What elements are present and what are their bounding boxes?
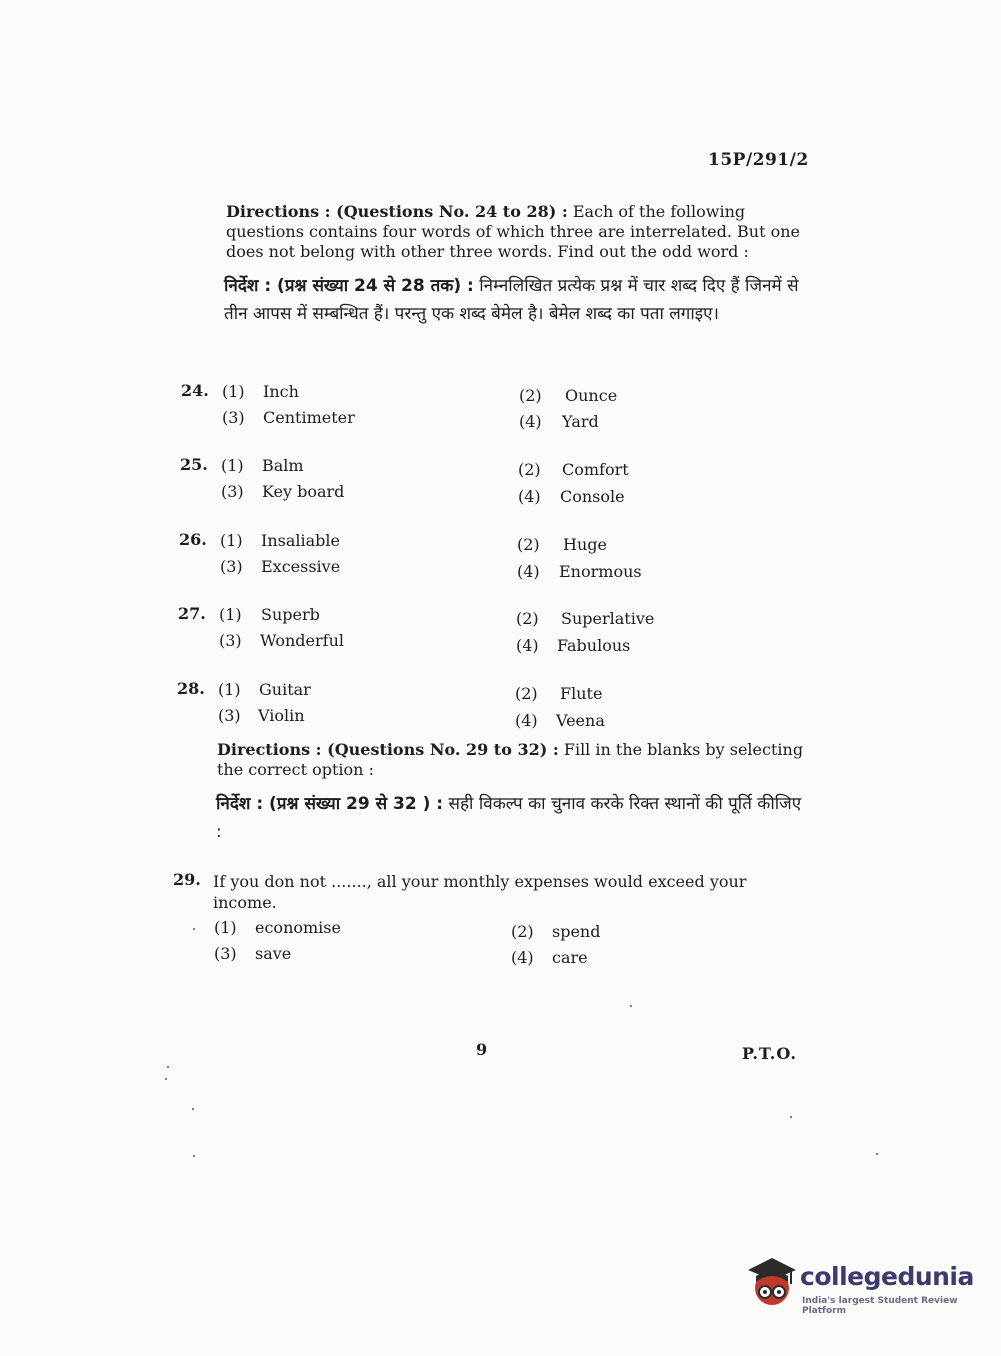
directions-hindi-2 — [216, 790, 806, 846]
scan-speck — [167, 1066, 169, 1068]
directions-text: सही विकल्प का चुनाव करके रिक्त स्थानों की पूर्ति कीजिए : — [216, 794, 802, 842]
directions-text: निम्नलिखित प्रत्येक प्रश्न में चार शब्द दिए हैं जिनमें से तीन आपस में सम्बन्धित हैं। परन्तु एक शब्द बेमेल है। बेमेल शब्द का पता लगाइए। — [224, 276, 799, 324]
option-number: (3) — [220, 557, 243, 576]
option-number: (3) — [218, 706, 241, 725]
option-text: Wonderful — [260, 631, 344, 650]
mascot-icon — [742, 1248, 802, 1318]
option-number: (1) — [218, 680, 241, 699]
directions-label: निर्देश : (प्रश्न संख्या 29 से 32 ) : — [216, 794, 444, 814]
option-text: Ounce — [565, 386, 618, 405]
scan-speck — [193, 928, 195, 930]
option-text: spend — [552, 922, 601, 941]
option-number: (4) — [515, 711, 538, 730]
question-number: 25. — [180, 455, 208, 474]
question-number: 28. — [177, 679, 205, 698]
option-text: save — [255, 944, 292, 963]
option-text: economise — [255, 918, 341, 937]
option-number: (3) — [221, 482, 244, 501]
option-text: Enormous — [559, 562, 642, 581]
option-text: Superlative — [561, 609, 655, 628]
scan-speck — [192, 1108, 194, 1110]
option-number: (3) — [214, 944, 237, 963]
question-number: 24. — [181, 381, 209, 400]
option-text: Centimeter — [263, 408, 355, 427]
scan-speck — [876, 1153, 878, 1155]
question-number: 26. — [179, 530, 207, 549]
option-number: (1) — [222, 382, 245, 401]
directions-label: Directions : (Questions No. 24 to 28) : — [226, 202, 568, 221]
scan-speck — [790, 1116, 792, 1118]
scan-speck — [630, 1005, 632, 1007]
directions-english-2 — [217, 740, 805, 780]
option-number: (4) — [517, 562, 540, 581]
scan-speck — [165, 1078, 167, 1080]
option-number: (2) — [518, 460, 541, 479]
option-number: (4) — [516, 636, 539, 655]
scan-speck — [193, 1155, 195, 1157]
directions-label: निर्देश : (प्रश्न संख्या 24 से 28 तक) : — [224, 276, 474, 296]
option-number: (1) — [219, 605, 242, 624]
option-number: (1) — [221, 456, 244, 475]
option-text: Key board — [262, 482, 345, 501]
question-stem: If you don not ......., all your monthly expenses would exceed your income. — [213, 872, 747, 912]
directions-english-1 — [226, 202, 814, 262]
option-text: Inch — [263, 382, 299, 401]
question-number: 29. — [173, 870, 201, 889]
pto-label: P.T.O. — [742, 1044, 797, 1063]
option-text: Balm — [262, 456, 304, 475]
logo-tagline: India's largest Student Review Platform — [802, 1296, 958, 1316]
option-number: (2) — [515, 684, 538, 703]
option-number: (3) — [222, 408, 245, 427]
option-text: Superb — [261, 605, 320, 624]
option-number: (4) — [519, 412, 542, 431]
option-text: Fabulous — [557, 636, 631, 655]
option-number: (2) — [511, 922, 534, 941]
question-number: 27. — [178, 604, 206, 623]
option-text: Veena — [556, 711, 605, 730]
option-number: (3) — [219, 631, 242, 650]
option-text: Huge — [563, 535, 607, 554]
option-text: Comfort — [562, 460, 629, 479]
directions-label: Directions : (Questions No. 29 to 32) : — [217, 740, 559, 759]
option-text: Flute — [560, 684, 603, 703]
option-text: Excessive — [261, 557, 341, 576]
option-text: Console — [560, 487, 625, 506]
option-number: (1) — [214, 918, 237, 937]
directions-text: Each of the following questions contains four words of which three are interrelated. But one does not belong with other three words. Find out the odd word : — [226, 202, 800, 261]
directions-text: Fill in the blanks by selecting the correct option : — [217, 740, 804, 779]
paper-code: 15P/291/2 — [708, 150, 809, 170]
option-text: Guitar — [259, 680, 311, 699]
page-number: 9 — [476, 1040, 488, 1059]
option-text: Yard — [562, 412, 599, 431]
option-text: Violin — [258, 706, 305, 725]
option-number: (4) — [518, 487, 541, 506]
option-text: Insaliable — [261, 531, 340, 550]
option-number: (2) — [519, 386, 542, 405]
option-number: (2) — [516, 609, 539, 628]
option-number: (4) — [511, 948, 534, 967]
directions-hindi-1 — [224, 272, 814, 328]
option-number: (1) — [220, 531, 243, 550]
option-text: care — [552, 948, 588, 967]
logo-brand: collegedunia — [800, 1262, 974, 1291]
option-number: (2) — [517, 535, 540, 554]
